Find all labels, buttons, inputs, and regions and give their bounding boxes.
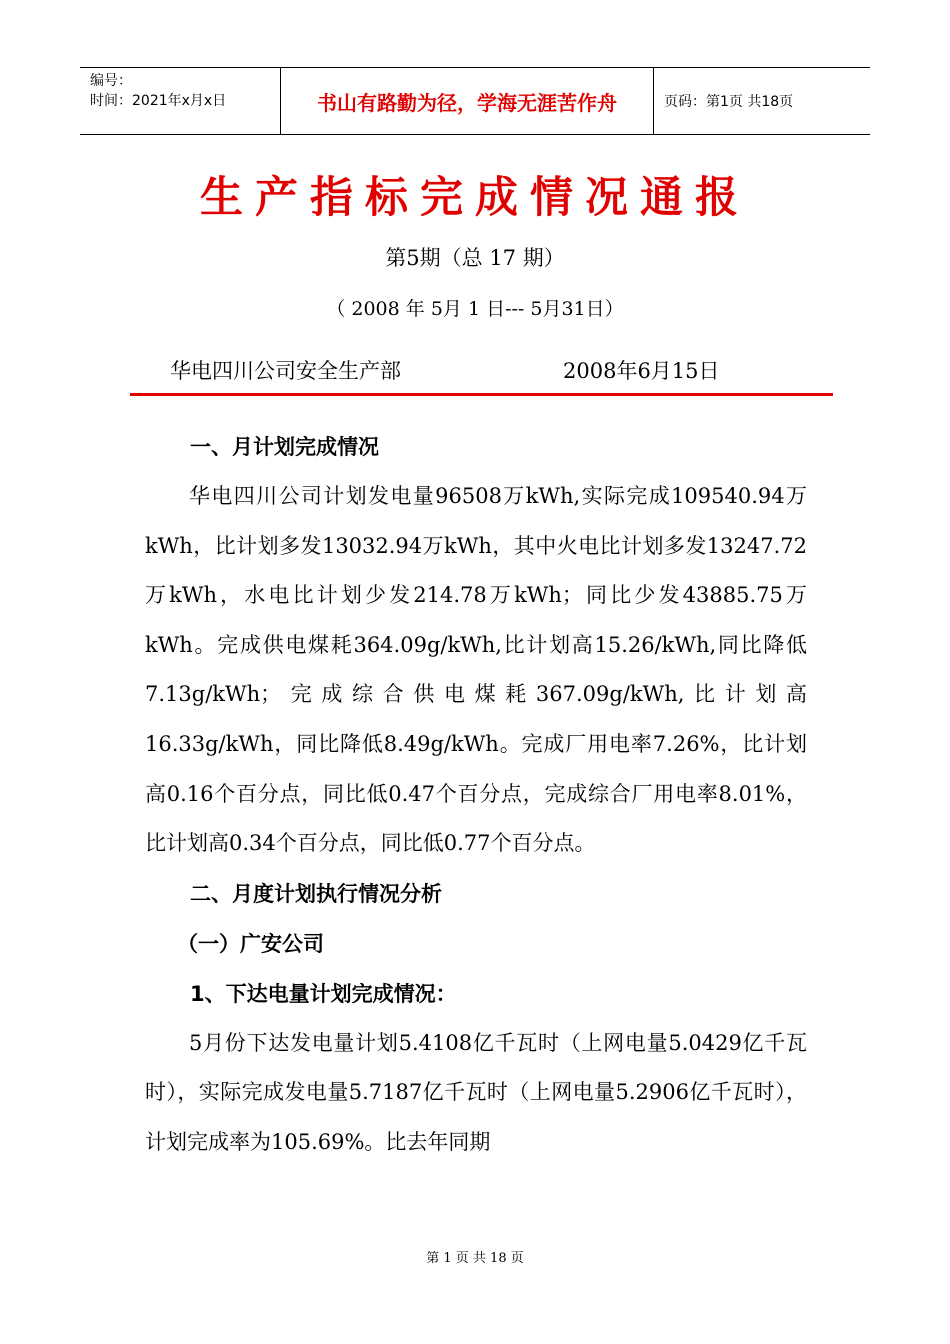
section-1-heading: 一、月计划完成情况 [190, 435, 379, 459]
header-page-info [654, 68, 870, 134]
section-2-heading: 二、月度计划执行情况分析 [190, 881, 442, 906]
time-label: 时间：2021年x月x日 [90, 93, 227, 109]
header-meta [80, 68, 280, 134]
page-footer: 第 1 页 共 18 页 [426, 1251, 524, 1266]
publisher-row [170, 354, 790, 388]
section-1-paragraph: 华电四川公司计划发电量96508万kWh,实际完成109540.94万kWh，比计划多发13032.94万kWh，其中火电比计划多发13247.72万kWh，水电比计划少发214.78万kWh；同比少发43885.75万kWh。完成供电煤耗364.09g/kWh,比计划高15.26/kWh,同比降低7.13g/kWh；完成综合供电煤耗367.09g/kWh,比计划高16.33g/kWh，同比降低8.49g/kWh。完成厂用电率7.26%，比计划高0.16个百分点，同比低0.47个百分点，完成综合厂用电率8.01%，比计划高0.34个百分点，同比低0.77个百分点。 [145, 484, 807, 856]
document-title: 生产指标完成情况通报 [200, 173, 750, 223]
issue-number: 第5期（总 17 期） [385, 246, 565, 270]
red-divider [130, 393, 833, 396]
document-body [145, 422, 807, 1168]
section-2-subheading: （一）广安公司 [177, 931, 324, 956]
section-2-paragraph: 5月份下达发电量计划5.4108亿千瓦时（上网电量5.0429亿千瓦时），实际完成发电量5.7187亿千瓦时（上网电量5.2906亿千瓦时），计划完成率为105.69%。比去年同期 [145, 1030, 807, 1154]
publisher: 华电四川公司安全生产部 [170, 359, 401, 383]
number-label: 编号： [90, 73, 132, 89]
motto-text: 书山有路勤为径，学海无涯苦作舟 [317, 90, 617, 115]
report-period: （ 2008 年 5月 1 日--- 5月31日） [326, 298, 624, 320]
section-2-item-1: 1、下达电量计划完成情况： [190, 981, 457, 1006]
header-motto-cell [280, 68, 654, 134]
publish-date: 2008年6月15日 [563, 359, 720, 383]
header-table [80, 67, 870, 135]
page-info-text: 页码：第1页 共18页 [664, 94, 794, 110]
